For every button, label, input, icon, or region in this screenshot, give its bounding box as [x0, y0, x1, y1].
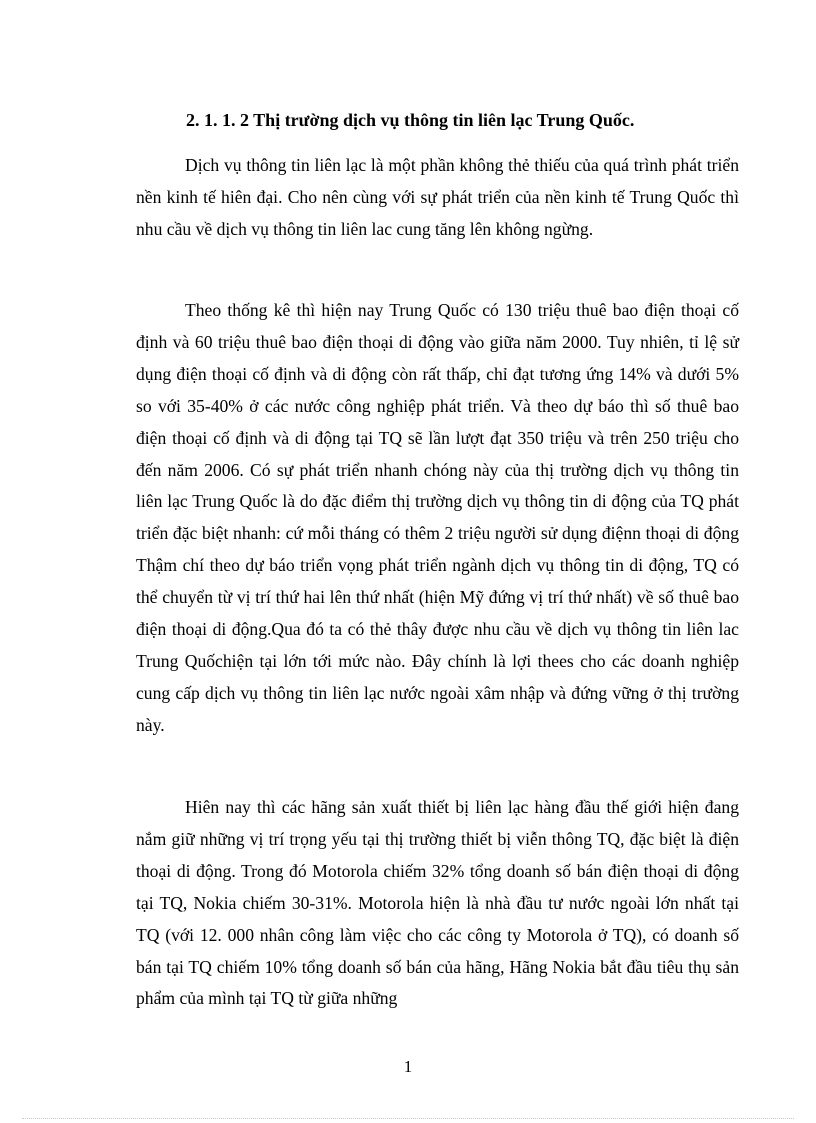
page-bottom-divider [22, 1118, 794, 1119]
paragraph-2: Theo thống kê thì hiện nay Trung Quốc có 130 triệu thuê bao điện thoại cố định và 60 triệu thuê bao điện thoại di động vào giữa năm 2000. Tuy nhiên, tỉ lệ sử dụng điện thoại cố định và di động còn rất thấp, chỉ đạt tương ứng 14% và dưới 5% so với 35-40% ở các nước công nghiệp phát triển. Và theo dự báo thì số thuê bao điện thoại cố định và di động tại TQ sẽ lần lượt đạt 350 triệu và trên 250 triệu cho đến năm 2006. Có sự phát triển nhanh chóng này của thị trường dịch vụ thông tin liên lạc Trung Quốc là do đặc điểm thị trường dịch vụ thông tin di động của TQ phát triển đặc biệt nhanh: cứ mỗi tháng có thêm 2 triệu người sử dụng điệnn thoại di động Thậm chí theo dự báo triển vọng phát triển ngành dịch vụ thông tin di động, TQ có thể chuyển từ vị trí thứ hai lên thứ nhất (hiện Mỹ đứng vị trí thứ nhất) về số thuê bao điện thoại di động.Qua đó ta có thẻ thây được nhu cầu về dịch vụ thông tin liên lac Trung Quốchiện tại lớn tới mức nào. Đây chính là lợi thees cho các doanh nghiệp cung cấp dịch vụ thông tin liên lạc nước ngoài xâm nhập và đứng vững ở thị trường này. [136, 300, 739, 735]
paragraph-3: Hiên nay thì các hãng sản xuất thiết bị liên lạc hàng đầu thế giới hiện đang nắm giữ những vị trí trọng yếu tại thị trường thiết bị viễn thông TQ, đặc biệt là điện thoại di động. Trong đó Motorola chiếm 32% tổng doanh số bán điện thoại di động tại TQ, Nokia chiếm 30-31%. Motorola hiện là nhà đầu tư nước ngoài lớn nhất tại TQ (với 12. 000 nhân công làm việc cho các công ty Motorola ở TQ), có doanh số bán tại TQ chiếm 10% tổng doanh số bán của hãng, Hãng Nokia bắt đầu tiêu thụ sản phẩm của mình tại TQ từ giữa những [136, 797, 739, 1009]
section-heading: 2. 1. 1. 2 Thị trường dịch vụ thông tin liên lạc Trung Quốc. [186, 110, 635, 130]
page-number: 1 [403, 1057, 413, 1076]
paragraph-1: Dịch vụ thông tin liên lạc là một phần không thẻ thiếu của quá trình phát triển nền kinh tế hiên đại. Cho nên cùng với sự phát triển của nền kinh tế Trung Quốc thì nhu cầu về dịch vụ thông tin liên lac cung tăng lên không ngừng. [136, 155, 739, 239]
